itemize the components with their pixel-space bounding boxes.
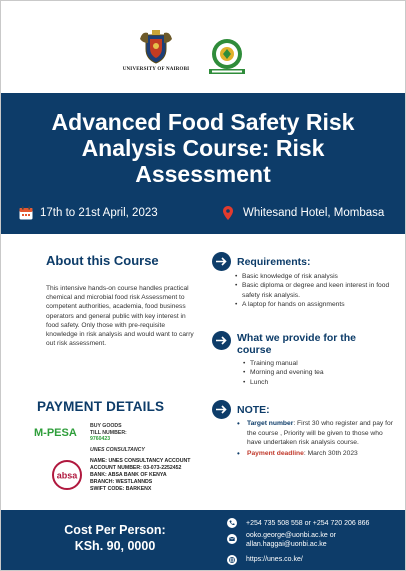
event-date-text: 17th to 21st April, 2023 — [40, 207, 158, 219]
bank-line: BANK: ABSA BANK OF KENYA — [90, 472, 167, 478]
arrow-right-icon — [212, 252, 231, 271]
email-line[interactable]: ooko.george@uonbi.ac.ke or — [246, 532, 336, 539]
payment-deadline-label: Payment deadline — [247, 449, 304, 457]
contact-label: CONTACT: — [223, 505, 253, 511]
provide-heading: What we provide for the course — [237, 332, 357, 356]
contact-website[interactable]: https://unes.co.ke/ — [246, 556, 303, 563]
contact-phones[interactable]: +254 735 508 558 or +254 720 206 866 — [246, 520, 370, 527]
logo-row — [1, 29, 405, 91]
email-line[interactable]: allan.haggai@uonbi.ac.ke — [246, 541, 327, 548]
bank-line: BRANCH: WESTLANNDS — [90, 479, 153, 485]
target-number-text: : First 30 who register and pay for the course , Priority will be given to those who have undertaken risk analysis course. — [247, 420, 393, 447]
event-date — [19, 206, 158, 220]
list-item: • A laptop for hands on assignments — [235, 300, 395, 309]
note-heading: NOTE: — [237, 404, 270, 416]
email-icon — [227, 534, 237, 544]
list-item: • Basic knowledge of risk analysis — [235, 272, 395, 281]
contact-email[interactable] — [246, 531, 336, 549]
about-description: This intensive hands-on course handles practical chemical and microbial food risk Assessment to competent authorities, academia, food business operators and general public with key interest in food safety. Only those with pre-requisite knowledge in risk analysis and would want to carry out risk assessment. — [46, 285, 194, 348]
footer-banner — [1, 505, 405, 570]
location-pin-icon — [223, 206, 233, 220]
list-item — [237, 419, 397, 448]
mpesa-line: TILL NUMBER: — [90, 429, 127, 436]
cost-per-person — [11, 522, 219, 554]
contact-names: Dr. George Ooko Abong' or Allan Haggai — [252, 505, 358, 511]
bank-details — [90, 458, 190, 493]
absa-logo-text: absa — [56, 470, 78, 481]
list-item: • Morning and evening tea — [243, 368, 383, 377]
calendar-icon — [19, 206, 33, 220]
list-item: • Lunch — [243, 378, 383, 387]
arrow-right-icon — [212, 331, 231, 350]
payment-deadline-text: : March 30th 2023 — [303, 449, 358, 457]
contact-heading — [223, 505, 358, 512]
cost-label: Cost Per Person: — [64, 523, 166, 537]
event-venue-text: Whitesand Hotel, Mombasa — [243, 207, 385, 219]
requirements-heading: Requirements: — [237, 256, 311, 268]
requirements-list — [235, 272, 395, 310]
till-number: 9760423 — [90, 436, 111, 443]
bank-line: ACCOUNT NUMBER: 03-073-2252452 — [90, 465, 182, 471]
uon-logo-text: UNIVERSITY OF NAIROBI — [122, 67, 190, 72]
absa-logo — [52, 460, 82, 490]
note-list — [237, 419, 397, 459]
mpesa-logo-text: M-PESA — [34, 427, 77, 439]
payment-heading: PAYMENT DETAILS — [37, 399, 165, 414]
unes-consultancy-label: UNES CONSULTANCY — [90, 447, 145, 453]
mpesa-line: BUY GOODS — [90, 423, 122, 429]
course-title: Advanced Food Safety Risk Analysis Course: Risk Assessment — [51, 109, 355, 187]
globe-icon — [227, 555, 237, 565]
university-of-nairobi-logo — [121, 29, 191, 72]
partner-emblem-logo — [206, 35, 248, 77]
list-item: • Training manual — [243, 359, 383, 368]
partner-emblem-icon — [206, 35, 248, 77]
target-number-label: Target number — [247, 420, 294, 427]
cost-amount: KSh. 90, 0000 — [74, 539, 156, 553]
provide-list — [243, 359, 383, 387]
event-venue — [223, 206, 384, 220]
bank-line: SWIFT CODE: BARKENX — [90, 486, 152, 492]
list-item — [237, 449, 397, 459]
about-heading: About this Course — [46, 253, 159, 268]
title-banner — [1, 93, 405, 234]
list-item: • Basic diploma or degree and keen interest in food safety risk analysis. — [235, 281, 395, 300]
mpesa-logo — [34, 425, 82, 439]
arrow-right-icon — [212, 400, 231, 419]
mpesa-details — [90, 423, 127, 443]
phone-icon — [227, 518, 237, 528]
bank-line: NAME: UNES CONSULTANCY ACCOUNT — [90, 458, 191, 464]
uon-crest-icon — [136, 29, 176, 65]
